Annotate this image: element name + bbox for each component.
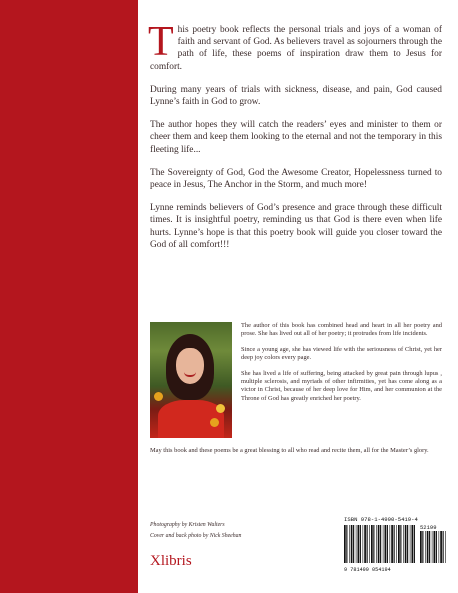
photo-credits [150,520,320,542]
bio-paragraph: She has lived a life of suffering, being attacked by great pain through lupus , multiple sclerosis, and myriads of other infirmities, yet has come along as a victor in Christ, because of her deep love for Him, and her communion at the Throne of God has greatly enriched her poetry. [241,369,442,402]
barcode-bars [344,525,416,563]
publisher-logo: Xlibris [150,553,192,569]
closing-blessing [150,447,442,462]
isbn-text: ISBN 978-1-4990-5419-4 [344,516,418,523]
photography-credit: Photography by Kristen Walters [150,522,225,528]
intro-text: his poetry book reflects the personal trials and joys of a woman of faith and servant of God. As believers travel as sojourners through the path of life, these poems of inspiration draw them to Jesus for comfort. [150,25,442,72]
paragraph-reminds: Lynne reminds believers of God’s presence and grace through these difficult times. It is insightful poetry, reminding us that God is there even when life hurts. Lynne’s hope is that this poetry book will guide you closer toward the God of all comfort!!! [150,203,442,250]
paragraph-topics: The Sovereignty of God, God the Awesome Creator, Hopelessness turned to peace in Jesus, The Anchor in the Storm, and much more! [150,167,442,191]
main-description [148,19,442,262]
isbn-barcode [344,516,446,579]
paragraph-trials: During many years of trials with sickness, disease, and pain, God caused Lynne’s faith in God to grow. [150,84,442,108]
paragraph-hopes: The author hopes they will catch the readers’ eyes and minister to them or cheer them and keep them looking to the eternal and not the temporary in this fleeting life... [150,120,442,155]
author-photo [150,322,232,438]
cover-photo-credit: Cover and back photo by Nick Sheehan [150,533,242,539]
closing-text: May this book and these poems be a great blessing to all who read and recite them, all for the Master’s glory. [150,447,429,454]
barcode-number: 9 781499 054194 [344,567,391,573]
red-spine-panel [0,0,138,593]
bio-paragraph: Since a young age, she has viewed life with the seriousness of Christ, yet her deep joy colors every page. [241,345,442,362]
intro-paragraph [148,19,442,73]
addon-barcode-bars [420,531,446,563]
addon-number: 52199 [420,524,437,531]
bio-paragraph: The author of this book has combined head and heart in all her poetry and prose. She has lived out all of her poetry; it protrudes from life incidents. [241,322,442,338]
author-bio-text [241,322,442,410]
drop-cap: T [148,19,174,65]
